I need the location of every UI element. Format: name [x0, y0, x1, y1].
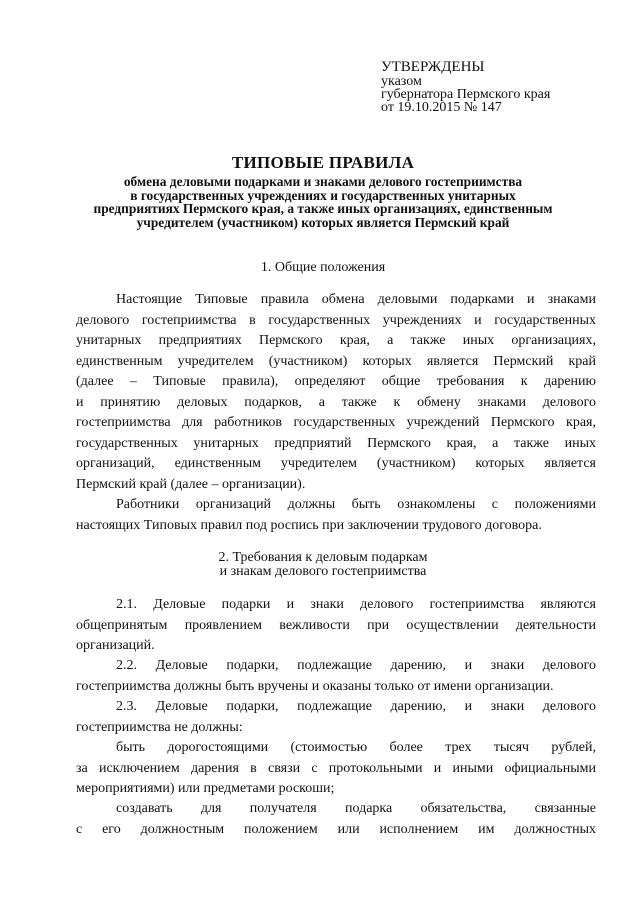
- paragraph-line: делового гостеприимства в государственных учреждениях и государственных: [76, 312, 596, 328]
- approval-line: губернатора Пермского края: [381, 87, 551, 102]
- approval-line: от 19.10.2015 № 147: [381, 100, 502, 115]
- paragraph: [76, 595, 596, 657]
- paragraph-line: Настоящие Типовые правила обмена деловыми подарками и знаками: [116, 292, 596, 307]
- paragraph: [76, 799, 596, 840]
- paragraph-line: унитарных предприятиях Пермского края, а также иных организациях,: [76, 333, 596, 348]
- subtitle-line: учредителем (участником) которых является Пермский край: [136, 214, 510, 230]
- section-heading-line: и знакам делового гостеприимства: [219, 564, 427, 579]
- approval-line: УТВЕРЖДЕНЫ: [381, 59, 485, 75]
- paragraph-line: создавать для получателя подарка обязательства, связанные: [116, 801, 596, 816]
- paragraph: [76, 656, 596, 697]
- subtitle-line: в государственных учреждениях и государственных унитарных: [130, 187, 516, 203]
- document-title: ТИПОВЫЕ ПРАВИЛА: [231, 153, 415, 172]
- paragraph-line: организаций, единственным учредителем (участником) которых является: [76, 456, 596, 471]
- subtitle-line: обмена деловыми подарками и знаками делового гостеприимства: [123, 174, 523, 189]
- paragraph-line: гостеприимства должны быть вручены и оказаны только от имени организации.: [76, 678, 554, 694]
- paragraph-line: Работники организаций должны быть ознакомлены с положениями: [116, 497, 596, 512]
- paragraph-line: Пермский край (далее – организации).: [76, 476, 306, 492]
- approval-line: указом: [381, 74, 422, 89]
- paragraph-line: настоящих Типовых правил под роспись при заключении трудового договора.: [76, 517, 542, 533]
- paragraph: [76, 290, 596, 495]
- paragraph-line: за исключением дарения в связи с протокольными и иными официальными: [76, 760, 596, 776]
- section-heading: [40, 551, 606, 579]
- section-heading-line: 2. Требования к деловым подаркам: [218, 550, 428, 565]
- paragraph-line: быть дорогостоящими (стоимостью более трех тысяч рублей,: [116, 740, 596, 755]
- approval-block: [381, 60, 611, 114]
- section-heading: 1. Общие положения: [260, 260, 386, 275]
- document-subtitle: [40, 175, 606, 229]
- paragraph-line: и принятию деловых подарков, а также к обмену знаками делового: [76, 394, 596, 410]
- paragraph: [76, 495, 596, 536]
- paragraph-line: гостеприимства для работников государственных учреждений Пермского края,: [76, 415, 596, 430]
- paragraph-line: с его должностным положением или исполнением им должностных: [76, 821, 596, 837]
- paragraph: [76, 738, 596, 800]
- paragraph-line: (далее – Типовые правила), определяют общие требования к дарению: [76, 374, 596, 389]
- paragraph-line: 2.2. Деловые подарки, подлежащие дарению, и знаки делового: [116, 658, 596, 673]
- title-block: [40, 153, 606, 229]
- subtitle-line: предприятиях Пермского края, а также иных организациях, единственным: [93, 201, 553, 217]
- paragraph-line: мероприятиями) или предметами роскоши;: [76, 781, 335, 796]
- paragraph-line: гостеприимства не должны:: [76, 719, 243, 735]
- paragraph-line: общепринятым проявлением вежливости при осуществлении деятельности: [76, 617, 596, 633]
- paragraph-line: 2.1. Деловые подарки и знаки делового гостеприимства являются: [116, 597, 596, 612]
- paragraph-line: организаций.: [76, 638, 155, 653]
- paragraph: [76, 697, 596, 738]
- paragraph-line: государственных унитарных предприятий Пермского края, а также иных: [76, 435, 596, 451]
- paragraph-line: 2.3. Деловые подарки, подлежащие дарению, и знаки делового: [116, 699, 596, 714]
- paragraph-line: единственным учредителем (участником) которых является Пермский край: [76, 353, 596, 369]
